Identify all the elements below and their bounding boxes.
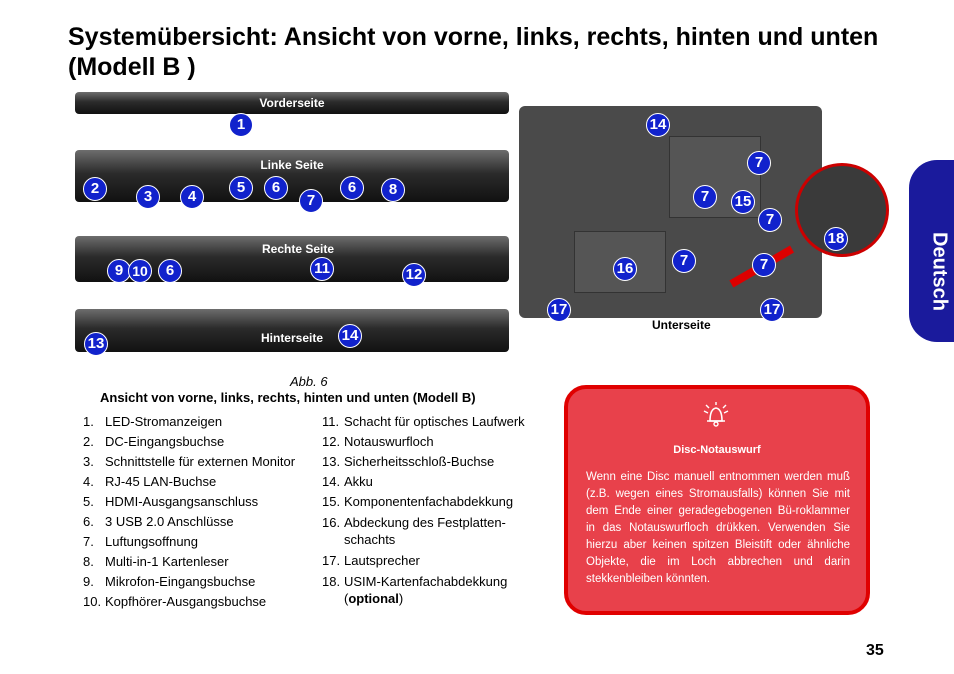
list-item: 3. Schnittstelle für externen Monitor: [83, 454, 296, 469]
callout-badge: 14: [338, 324, 362, 348]
callout-badge: 14: [646, 113, 670, 137]
callout-badge: 5: [229, 176, 253, 200]
callout-badge: 4: [180, 185, 204, 209]
list-item: 9. Mikrofon-Eingangsbuchse: [83, 574, 256, 589]
component-list-left: [83, 412, 313, 612]
warning-box: [564, 385, 870, 615]
figure-caption: Ansicht von vorne, links, rechts, hinten und unten (Modell B): [100, 390, 476, 405]
callout-badge: 8: [381, 178, 405, 202]
callout-badge: 7: [693, 185, 717, 209]
list-item: 5. HDMI-Ausgangsanschluss: [83, 494, 259, 509]
warning-text: Wenn eine Disc manuell entnommen werden muß (z.B. wegen eines Stromausfalls) können Sie mit dem Ende einer geradegebogenen Bü-roklammer in das Notauswurfloch drükken. Verwenden Sie hierzu aber keinen spitzen Bleistift oder ähnliche Objekte, die im Loch abbrechen und darin stekkenbleiben könnten.: [586, 471, 850, 585]
list-item: 16. Abdeckung des Festplatten-schachts: [322, 515, 506, 547]
callout-badge: 6: [264, 176, 288, 200]
callout-badge: 12: [402, 263, 426, 287]
right-view-label: Rechte Seite: [261, 242, 335, 256]
list-item: 18. USIM-Kartenfachabdekkung (optional): [322, 574, 508, 606]
callout-badge: 7: [758, 208, 782, 232]
page-title: Systemübersicht: Ansicht von vorne, links, rechts, hinten und unten (Modell B ): [68, 23, 879, 81]
list-item: 11. Schacht für optisches Laufwerk: [322, 414, 525, 429]
callout-badge: 7: [747, 151, 771, 175]
callout-badge: 7: [672, 249, 696, 273]
language-tab: [909, 160, 954, 342]
list-item: 4. RJ-45 LAN-Buchse: [83, 474, 217, 489]
list-item: 6. 3 USB 2.0 Anschlüsse: [83, 514, 234, 529]
callout-badge: 9: [107, 259, 131, 283]
callout-badge: 15: [731, 190, 755, 214]
list-item: 14. Akku: [322, 474, 373, 489]
list-item: 10. Kopfhörer-Ausgangsbuchse: [83, 594, 267, 609]
list-item: 2. DC-Eingangsbuchse: [83, 434, 225, 449]
callout-badge: 3: [136, 185, 160, 209]
callout-badge: 18: [824, 227, 848, 251]
callout-badge: 10: [128, 259, 152, 283]
callout-badge: 13: [84, 332, 108, 356]
left-view-label: Linke Seite: [260, 158, 324, 172]
callout-badge: 6: [340, 176, 364, 200]
warning-title: Disc-Notauswurf: [673, 444, 761, 456]
callout-badge: 2: [83, 177, 107, 201]
back-view-label: Hinterseite: [260, 331, 324, 345]
list-item: 17. Lautsprecher: [322, 553, 420, 568]
callout-badge: 11: [310, 257, 334, 281]
callout-badge: 6: [158, 259, 182, 283]
language-tab-label: Deutsch: [928, 232, 951, 311]
callout-badge: 17: [547, 298, 571, 322]
list-item: 13. Sicherheitsschloß-Buchse: [322, 454, 495, 469]
front-view-label: Vorderseite: [259, 96, 325, 110]
list-item: 12. Notauswurfloch: [322, 434, 434, 449]
list-item: 7. Luftungsoffnung: [83, 534, 199, 549]
alarm-bell-icon: [700, 401, 732, 436]
callout-badge: 7: [752, 253, 776, 277]
callout-badge: 7: [299, 189, 323, 213]
list-item: 1. LED-Stromanzeigen: [83, 414, 223, 429]
callout-badge: 1: [229, 113, 253, 137]
list-item: 15. Komponentenfachabdekkung: [322, 494, 514, 509]
figure-label: Abb. 6: [290, 374, 328, 389]
page-number: 35: [866, 642, 884, 659]
component-list-right: [322, 412, 552, 607]
bottom-view-label: Unterseite: [652, 318, 711, 332]
callout-badge: 16: [613, 257, 637, 281]
list-item: 8. Multi-in-1 Kartenleser: [83, 554, 229, 569]
callout-badge: 17: [760, 298, 784, 322]
